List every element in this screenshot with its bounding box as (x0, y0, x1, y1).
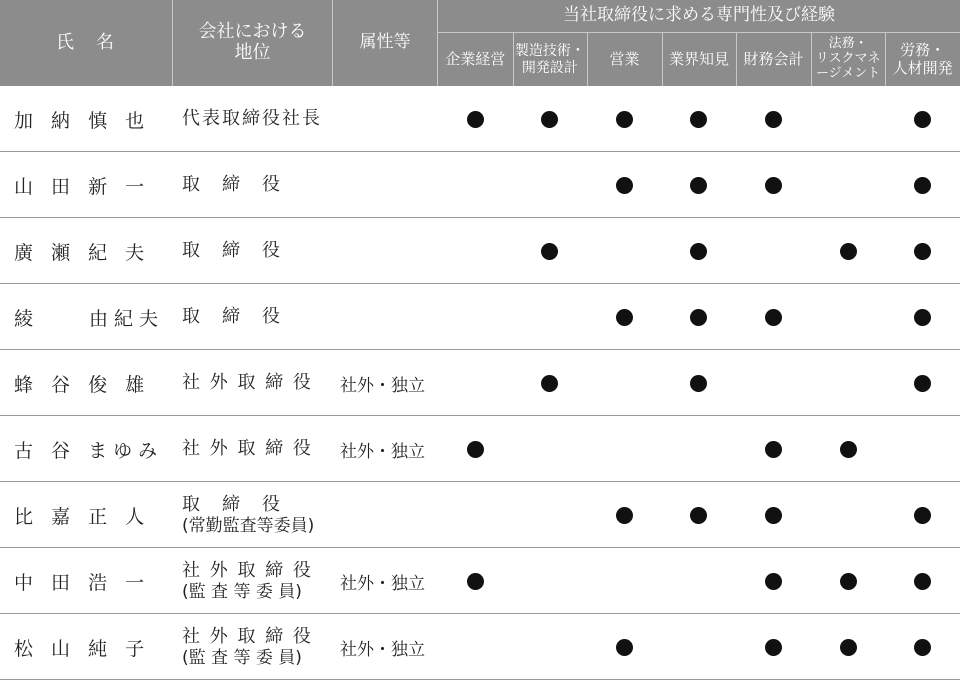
header-divider (811, 33, 812, 86)
director-name: 比 嘉 正 人 (14, 505, 151, 528)
director-position (182, 218, 328, 284)
skill-dot (541, 375, 558, 392)
position-line: (監 査 等 委 員) (182, 581, 302, 602)
director-position (182, 614, 328, 680)
skill-dot (914, 243, 931, 260)
skill-dot (690, 243, 707, 260)
header-skill-7: 労務・ 人材開発 (892, 41, 953, 77)
table-row (0, 614, 960, 680)
header-expertise-title: 当社取締役に求める専門性及び経験 (563, 5, 835, 26)
table-row (0, 218, 960, 284)
skill-dot (690, 309, 707, 326)
skill-dot (690, 177, 707, 194)
skill-dot (765, 507, 782, 524)
header-attribute: 属性等 (359, 32, 411, 53)
skill-dot (616, 309, 633, 326)
position-line: 社 外 取 締 役 (182, 560, 313, 581)
skill-dot (914, 639, 931, 656)
table-row (0, 86, 960, 152)
header-skill-2: 製造技術・ 開発設計 (514, 43, 585, 76)
skill-dot (765, 111, 782, 128)
skill-dot (765, 639, 782, 656)
position-line: 社 外 取 締 役 (182, 438, 313, 460)
director-attribute (340, 284, 438, 350)
skill-dot (616, 177, 633, 194)
skill-dot (914, 177, 931, 194)
director-attribute (340, 482, 438, 548)
director-name: 中 田 浩 一 (14, 571, 151, 594)
director-name: 古 谷 まゆみ (14, 439, 164, 462)
director-position (182, 350, 328, 416)
director-position (182, 284, 328, 350)
header-divider (587, 33, 588, 86)
skill-dot (914, 507, 931, 524)
table-row (0, 416, 960, 482)
skill-dot (541, 111, 558, 128)
director-position (182, 482, 328, 548)
position-line: (監 査 等 委 員) (182, 647, 302, 668)
skill-dot (914, 111, 931, 128)
director-attribute (340, 218, 438, 284)
director-name: 廣 瀬 紀 夫 (14, 241, 151, 264)
skill-dot (914, 375, 931, 392)
header-divider (885, 33, 886, 86)
header-divider (736, 33, 737, 86)
table-row (0, 548, 960, 614)
header-skill-3: 営業 (609, 49, 640, 68)
header-divider (662, 33, 663, 86)
director-attribute (340, 152, 438, 218)
position-line: 取 締 役 (182, 494, 282, 515)
director-name: 加 納 慎 也 (14, 109, 151, 132)
position-line: 社 外 取 締 役 (182, 626, 313, 647)
table-row (0, 350, 960, 416)
director-position (182, 86, 328, 152)
skill-dot (840, 573, 857, 590)
position-line: 取 締 役 (182, 174, 282, 196)
skill-dot (690, 507, 707, 524)
skill-dot (765, 309, 782, 326)
skill-dot (690, 111, 707, 128)
skill-dot (616, 111, 633, 128)
header-divider (513, 33, 514, 86)
skill-dot (690, 375, 707, 392)
header-position: 会社における 地位 (198, 21, 307, 63)
director-position (182, 152, 328, 218)
skill-dot (914, 573, 931, 590)
header-skill-4: 業界知見 (668, 49, 729, 68)
header-skill-1: 企業経営 (445, 49, 506, 68)
director-name: 蜂 谷 俊 雄 (14, 373, 151, 396)
director-position (182, 416, 328, 482)
director-name: 山 田 新 一 (14, 175, 151, 198)
header-divider (172, 0, 173, 86)
director-attribute (340, 86, 438, 152)
skill-dot (914, 309, 931, 326)
skill-dot (616, 639, 633, 656)
table-row (0, 284, 960, 350)
table-row (0, 482, 960, 548)
director-name: 綾 由紀夫 (14, 307, 165, 330)
position-line: 取 締 役 (182, 306, 282, 328)
table-row (0, 152, 960, 218)
skill-dot (765, 177, 782, 194)
skill-dot (765, 573, 782, 590)
position-line: (常勤監査等委員) (182, 515, 315, 536)
skill-dot (840, 243, 857, 260)
director-name: 松 山 純 子 (14, 637, 151, 660)
position-line: 取 締 役 (182, 240, 282, 262)
skill-dot (765, 441, 782, 458)
director-attribute: 社外・独立 (340, 639, 425, 660)
skill-dot (541, 243, 558, 260)
skill-dot (840, 639, 857, 656)
skill-dot (467, 441, 484, 458)
header-skill-6: 法務・ リスクマネージメント (815, 36, 881, 81)
director-attribute: 社外・独立 (340, 441, 425, 462)
skill-dot (840, 441, 857, 458)
header-divider (332, 0, 333, 86)
skill-dot (467, 111, 484, 128)
header-name: 氏 名 (56, 31, 116, 53)
director-position (182, 548, 328, 614)
position-line: 代表取締役社長 (182, 108, 322, 130)
director-attribute: 社外・独立 (340, 573, 425, 594)
position-line: 社 外 取 締 役 (182, 372, 313, 394)
director-attribute: 社外・独立 (340, 375, 425, 396)
header-skill-5: 財務会計 (743, 49, 804, 68)
skill-dot (467, 573, 484, 590)
skill-dot (616, 507, 633, 524)
